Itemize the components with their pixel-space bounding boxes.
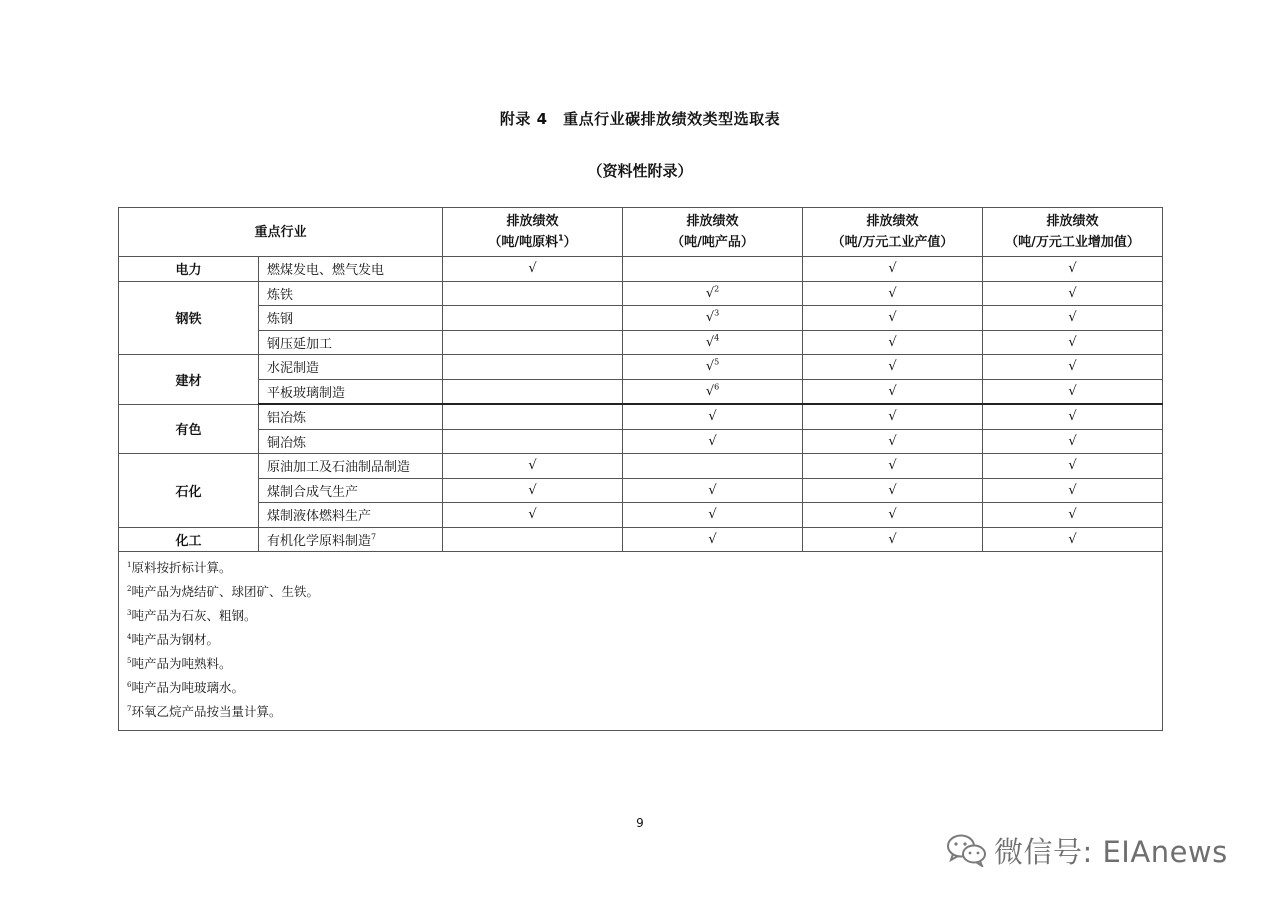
check-mark: √	[705, 334, 715, 350]
check-mark: √	[708, 433, 717, 449]
check-mark: √	[708, 507, 717, 523]
table-row	[119, 257, 1163, 282]
check-cell-col-2	[623, 257, 803, 282]
table-row	[119, 478, 1163, 503]
footnotes-row	[119, 552, 1163, 731]
check-cell-col-1	[443, 527, 623, 552]
process-name: 燃煤发电、燃气发电	[259, 257, 443, 282]
table-row	[119, 281, 1163, 306]
check-mark: √	[1068, 334, 1077, 350]
footnotes-cell	[119, 552, 1163, 731]
header-industry: 重点行业	[119, 208, 443, 257]
table-row	[119, 355, 1163, 380]
table-row	[119, 330, 1163, 355]
check-mark: √	[888, 458, 897, 474]
check-mark: √	[1068, 482, 1077, 498]
footnote: $^6$吨产品为吨玻璃水。	[127, 680, 244, 695]
footnote: $^5$吨产品为吨熟料。	[127, 656, 232, 671]
watermark	[946, 830, 1228, 870]
check-mark: √	[888, 334, 897, 350]
check-cell-col-1	[443, 257, 623, 282]
check-mark: √	[888, 261, 897, 277]
check-cell-col-4	[983, 478, 1163, 503]
check-cell-col-4	[983, 257, 1163, 282]
check-mark: √	[888, 507, 897, 523]
header-col-1: 排放绩效 （吨/吨原料$^1$）	[443, 208, 623, 257]
check-cell-col-3	[803, 306, 983, 331]
check-cell-col-4	[983, 429, 1163, 454]
table-row	[119, 527, 1163, 552]
document-title: 附录 4 重点行业碳排放绩效类型选取表	[499, 110, 781, 128]
check-cell-col-3	[803, 379, 983, 404]
check-cell-col-2: √$^3$	[623, 306, 803, 331]
check-cell-col-3	[803, 257, 983, 282]
check-cell-col-3	[803, 478, 983, 503]
header-col-3: 排放绩效 （吨/万元工业产值）	[803, 208, 983, 257]
check-cell-col-1	[443, 429, 623, 454]
check-mark: √	[1068, 383, 1077, 399]
process-name: 有机化学原料制造$^7$	[259, 527, 443, 552]
check-mark: √	[888, 482, 897, 498]
check-mark: √	[528, 261, 537, 277]
check-cell-col-3	[803, 355, 983, 380]
check-mark: √	[708, 409, 717, 425]
process-name: 煤制合成气生产	[259, 478, 443, 503]
check-cell-col-3	[803, 454, 983, 479]
table-row	[119, 379, 1163, 404]
check-mark: √	[1068, 261, 1077, 277]
check-cell-col-4	[983, 454, 1163, 479]
check-mark: √	[528, 458, 537, 474]
check-cell-col-1	[443, 306, 623, 331]
check-cell-col-3	[803, 429, 983, 454]
check-cell-col-4	[983, 306, 1163, 331]
footnote: $^7$环氧乙烷产品按当量计算。	[127, 704, 282, 719]
check-cell-col-3	[803, 330, 983, 355]
check-cell-col-1	[443, 330, 623, 355]
check-cell-col-1	[443, 379, 623, 404]
emission-performance-table	[118, 207, 1163, 731]
industry-category: 石化	[119, 454, 259, 528]
check-cell-col-3	[803, 281, 983, 306]
check-mark: √	[705, 359, 715, 375]
check-mark: √	[1068, 409, 1077, 425]
check-mark: √	[1068, 310, 1077, 326]
table-row	[119, 454, 1163, 479]
check-cell-col-2	[623, 454, 803, 479]
check-cell-col-1	[443, 503, 623, 528]
check-cell-col-2	[623, 404, 803, 429]
check-cell-col-1	[443, 478, 623, 503]
process-name: 原油加工及石油制品制造	[259, 454, 443, 479]
page-number: 9	[636, 816, 644, 830]
check-cell-col-2	[623, 527, 803, 552]
process-name: 钢压延加工	[259, 330, 443, 355]
check-cell-col-4	[983, 404, 1163, 429]
footnote: $^4$吨产品为钢材。	[127, 632, 219, 647]
footnote: $^2$吨产品为烧结矿、球团矿、生铁。	[127, 584, 319, 599]
check-mark: √	[528, 507, 537, 523]
check-cell-col-3	[803, 503, 983, 528]
check-mark: √	[888, 531, 897, 547]
industry-category: 电力	[119, 257, 259, 282]
document-subtitle: （资料性附录）	[587, 162, 693, 180]
check-mark: √	[708, 531, 717, 547]
check-cell-col-2	[623, 503, 803, 528]
check-cell-col-2: √$^5$	[623, 355, 803, 380]
check-mark: √	[888, 359, 897, 375]
check-cell-col-4	[983, 503, 1163, 528]
check-mark: √	[708, 482, 717, 498]
check-mark: √	[888, 409, 897, 425]
check-mark: √	[888, 310, 897, 326]
check-cell-col-1	[443, 355, 623, 380]
table-body	[119, 257, 1163, 731]
check-cell-col-2	[623, 429, 803, 454]
check-cell-col-4	[983, 527, 1163, 552]
process-name: 铜冶炼	[259, 429, 443, 454]
check-mark: √	[888, 285, 897, 301]
table-row	[119, 306, 1163, 331]
check-mark: √	[705, 383, 715, 399]
wechat-icon	[946, 833, 988, 867]
check-cell-col-3	[803, 527, 983, 552]
table-row	[119, 404, 1163, 429]
check-mark: √	[1068, 359, 1077, 375]
check-mark: √	[1068, 433, 1077, 449]
check-cell-col-3	[803, 404, 983, 429]
footnote: $^1$原料按折标计算。	[127, 560, 232, 575]
check-cell-col-1	[443, 404, 623, 429]
header-col-2: 排放绩效 （吨/吨产品）	[623, 208, 803, 257]
check-mark: √	[528, 482, 537, 498]
industry-category: 有色	[119, 404, 259, 454]
check-cell-col-1	[443, 454, 623, 479]
check-cell-col-2: √$^6$	[623, 379, 803, 404]
check-cell-col-4	[983, 281, 1163, 306]
industry-category: 化工	[119, 527, 259, 552]
check-cell-col-2	[623, 478, 803, 503]
check-mark: √	[705, 310, 715, 326]
check-cell-col-2: √$^2$	[623, 281, 803, 306]
process-name: 炼钢	[259, 306, 443, 331]
industry-category: 钢铁	[119, 281, 259, 355]
header-col-4: 排放绩效 （吨/万元工业增加值）	[983, 208, 1163, 257]
table-row	[119, 503, 1163, 528]
process-name: 煤制液体燃料生产	[259, 503, 443, 528]
check-cell-col-2: √$^4$	[623, 330, 803, 355]
process-name: 炼铁	[259, 281, 443, 306]
check-mark: √	[888, 433, 897, 449]
check-mark: √	[1068, 285, 1077, 301]
check-mark: √	[1068, 507, 1077, 523]
check-mark: √	[1068, 458, 1077, 474]
table-header-row	[119, 208, 1163, 257]
process-name: 平板玻璃制造	[259, 379, 443, 404]
footnote: $^3$吨产品为石灰、粗钢。	[127, 608, 257, 623]
check-mark: √	[888, 383, 897, 399]
check-cell-col-4	[983, 379, 1163, 404]
check-cell-col-4	[983, 330, 1163, 355]
check-mark: √	[705, 285, 715, 301]
table-row	[119, 429, 1163, 454]
industry-category: 建材	[119, 355, 259, 405]
check-cell-col-1	[443, 281, 623, 306]
check-mark: √	[1068, 531, 1077, 547]
process-name: 水泥制造	[259, 355, 443, 380]
watermark-text: 微信号: EIAnews	[994, 834, 1228, 869]
check-cell-col-4	[983, 355, 1163, 380]
process-name: 铝冶炼	[259, 404, 443, 429]
